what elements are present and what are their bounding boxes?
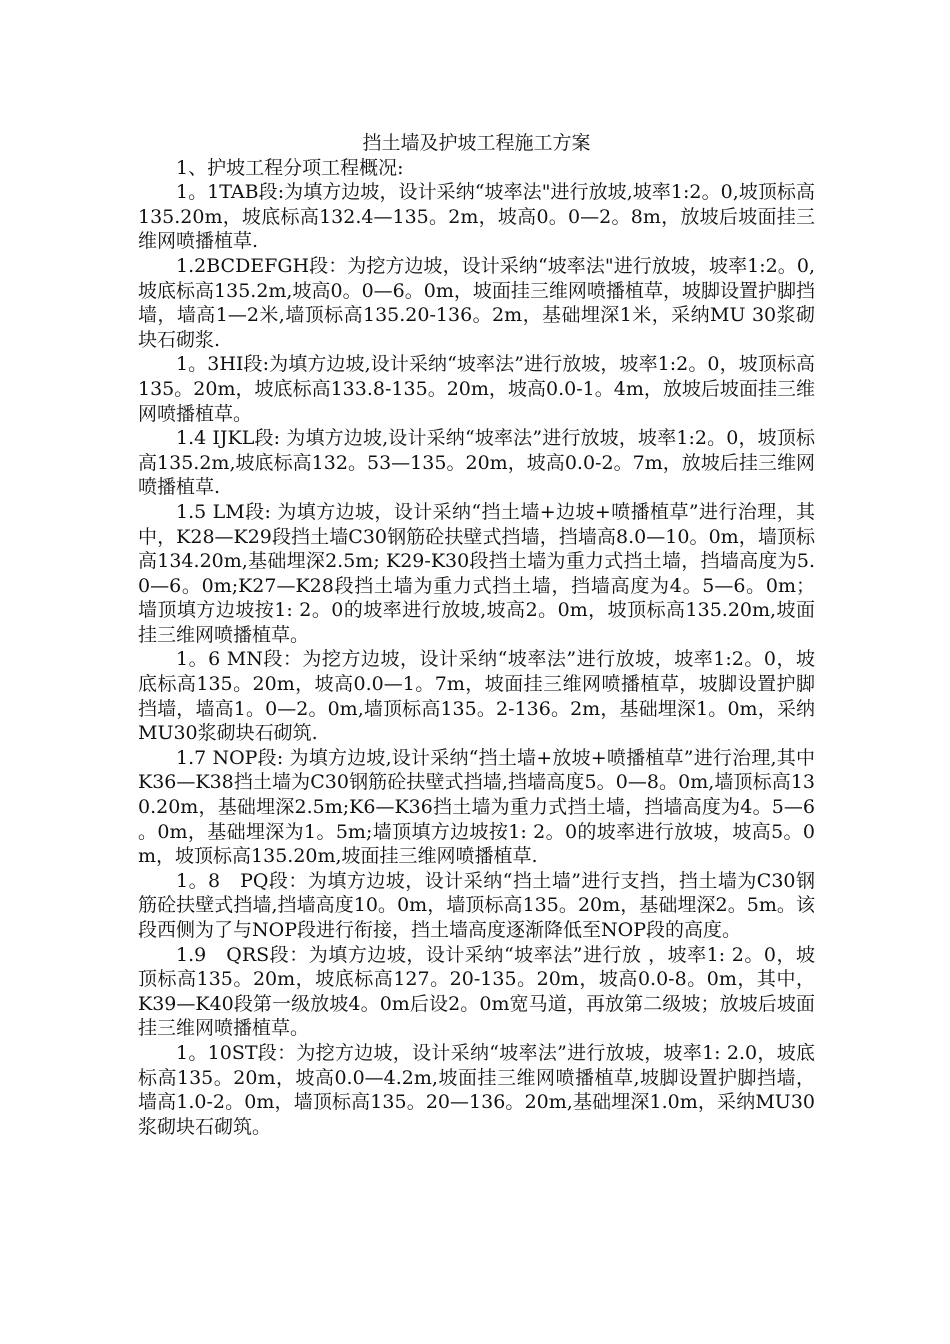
paragraph-1-10: 1。10ST段：为挖方边坡，设计采纳“坡率法”进行放坡，坡率1: 2.0，坡底标高135。20m，坡高0.0—4.2m,坡面挂三维网喷播植草,坡脚设置护脚挡墙，墙高1.0-2。0m，墙顶标高135。20—136。20m,基础埋深1.0m，采纳MU30浆砌块石砌筑。 [138,1041,815,1138]
paragraph-1-3: 1。3HI段:为填方边坡,设计采纳“坡率法”进行放坡，坡率1:2。0，坡顶标高135。20m，坡底标高133.8-135。20m，坡高0.0-1。4m，放坡后坡面挂三维网喷播植草。 [138,353,815,425]
paragraph-1-6: 1。6 MN段：为挖方边坡，设计采纳“坡率法”进行放坡，坡率1:2。0，坡底标高135。20m，坡高0.0—1。7m，坡面挂三维网喷播植草，坡脚设置护脚挡墙，墙高1。0—2。0m,墙顶标高135。2-136。2m，基础埋深1。0m，采纳MU30浆砌块石砌筑. [138,648,815,745]
paragraph-1-9: 1.9 QRS段：为填方边坡，设计采纳“坡率法”进行放 ，坡率1: 2。0，坡顶标高135。20m，坡底标高127。20-135。20m，坡高0.0-8。0m，其中，K39—K40段第一级放坡4。0m后设2。0m宽马道，再放第二级坡；放坡后坡面挂三维网喷播植草。 [138,943,815,1040]
document-title: 挡土墙及护坡工程施工方案 [362,132,591,154]
paragraph-1-1: 1。1TAB段:为填方边坡，设计采纳“坡率法"进行放坡,坡率1:2。0,坡顶标高135.20m，坡底标高132.4—135。2m，坡高0。0—2。8m，放坡后坡面挂三维网喷播植草. [138,181,815,253]
paragraph-1-7: 1.7 NOP段: 为填方边坡,设计采纳“挡土墙+放坡+喷播植草”进行治理,其中K36—K38挡土墙为C30钢筋砼扶壁式挡墙,挡墙高度5。0—8。0m,墙顶标高130.20m，基础埋深2.5m;K6—K36挡土墙为重力式挡土墙，挡墙高度为4。5—6。0m，基础埋深为1。5m;墙顶填方边坡按1: 2。0的坡率进行放坡，坡高5。0m，坡顶标高135.20m,坡面挂三维网喷播植草. [138,746,815,868]
section-heading: 1、护坡工程分项工程概况: [176,156,404,179]
paragraph-1-4: 1.4 IJKL段: 为填方边坡,设计采纳“坡率法”进行放坡，坡率1:2。0，坡顶标高135.2m,坡底标高132。53—135。20m，坡高0.0-2。7m，放坡后挂三维网喷播植草. [138,427,815,499]
paragraph-1-5: 1.5 LM段: 为填方边坡，设计采纳“挡土墙+边坡+喷播植草”进行治理，其中，K28—K29段挡土墙C30钢筋砼扶壁式挡墙，挡墙高8.0—10。0m，墙顶标高134.20m,基础埋深2.5m; K29-K30段挡土墙为重力式挡土墙，挡墙高度为5.0—6。0m;K27—K28段挡土墙为重力式挡土墙，挡墙高度为4。5—6。0m；墙顶填方边坡按1: 2。0的坡率进行放坡,坡高2。0m，坡顶标高135.20m,坡面挂三维网喷播植草。 [138,500,815,646]
paragraph-1-8: 1。8 PQ段：为填方边坡，设计采纳“挡土墙”进行支挡，挡土墙为C30钢筋砼扶壁式挡墙,挡墙高度10。0m，墙顶标高135。20m，基础埋深2。5m。该段西侧为了与NOP段进行衔接，挡土墙高度逐渐降低至NOP段的高度。 [138,869,815,941]
paragraph-1-2: 1.2BCDEFGH段：为挖方边坡，设计采纳“坡率法"进行放坡，坡率1:2。0,坡底标高135.2m,坡高0。0—6。0m，坡面挂三维网喷播植草，坡脚设置护脚挡墙，墙高1—2米,墙顶标高135.20-136。2m，基础埋深1米，采纳MU 30浆砌块石砌浆. [138,254,815,351]
